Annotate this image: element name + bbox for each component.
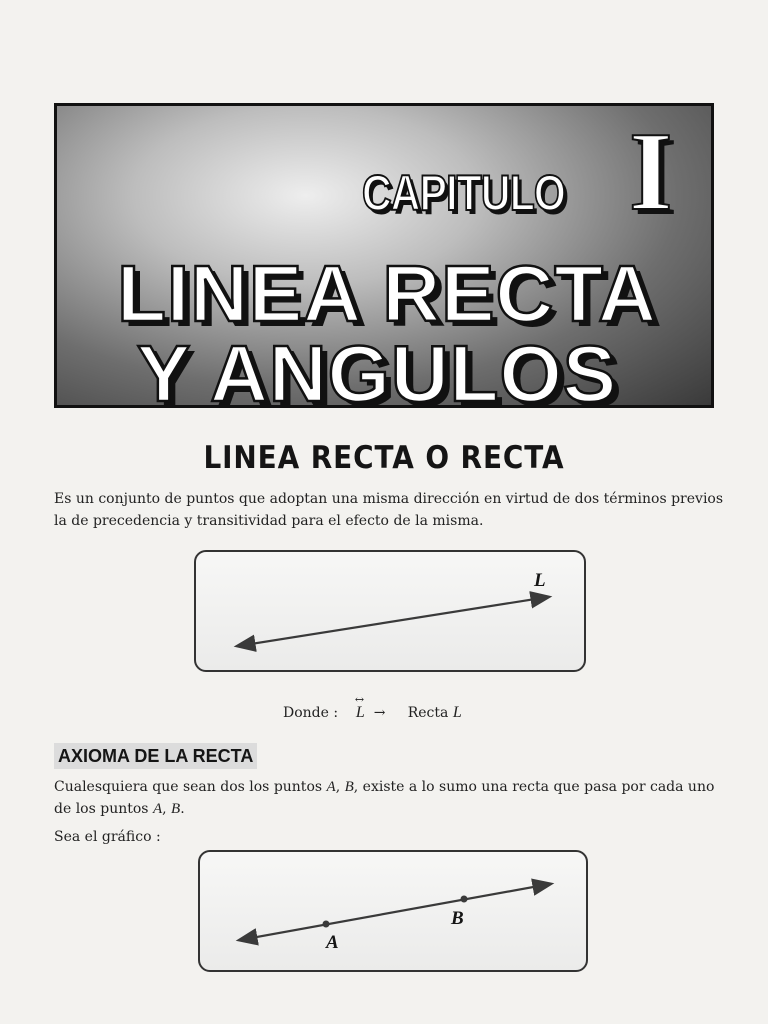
axioma-var-a: A	[326, 779, 336, 795]
axioma-heading: AXIOMA DE LA RECTA	[54, 743, 257, 769]
section-heading: LINEA RECTA O RECTA	[203, 440, 565, 476]
symbol-letter: L	[355, 704, 365, 721]
points-figure-drawing	[200, 852, 590, 974]
chapter-title-line2: Y ANGULOS	[136, 329, 618, 408]
axioma-paragraph	[54, 776, 724, 820]
overarrow-icon: ↔	[354, 693, 365, 706]
axioma-end-b: B	[171, 801, 181, 817]
vector-symbol	[354, 693, 365, 722]
axioma-text-1: Cualesquiera que sean dos los puntos	[54, 779, 323, 795]
axioma-var-b: B	[344, 779, 354, 795]
line-l	[238, 597, 548, 646]
chapter-word: CAPITULO	[362, 165, 565, 221]
definition-paragraph: Es un conjunto de puntos que adoptan una misma dirección en virtud de dos términos previos la de precedencia y transitividad para el efecto de la misma.	[54, 491, 724, 529]
donde-result-text: Recta	[407, 705, 449, 721]
axioma-text-2: , existe a lo sumo una recta que pasa por cada uno de los puntos	[54, 779, 715, 817]
sea-el-grafico: Sea el gráfico :	[54, 829, 161, 845]
axioma-end-period: .	[180, 801, 185, 817]
point-a-label: A	[326, 932, 339, 953]
donde-prefix: Donde :	[283, 705, 339, 721]
chapter-banner	[54, 103, 714, 408]
points-figure	[198, 850, 588, 972]
axioma-end-a: A	[152, 801, 163, 817]
line-ab	[240, 884, 550, 940]
right-arrow-icon: →	[373, 705, 386, 721]
chapter-title-line1: LINEA RECTA	[117, 249, 657, 338]
point-b	[461, 896, 468, 903]
axioma-end-comma: ,	[162, 801, 167, 817]
point-b-label: B	[451, 908, 464, 929]
line-figure-drawing	[196, 552, 588, 674]
donde-line	[283, 693, 462, 722]
point-a	[323, 921, 330, 928]
line-figure	[194, 550, 586, 672]
line-label: L	[534, 570, 546, 591]
chapter-numeral: I	[629, 110, 673, 234]
axioma-comma: ,	[335, 779, 341, 795]
donde-result-var: L	[452, 704, 462, 721]
